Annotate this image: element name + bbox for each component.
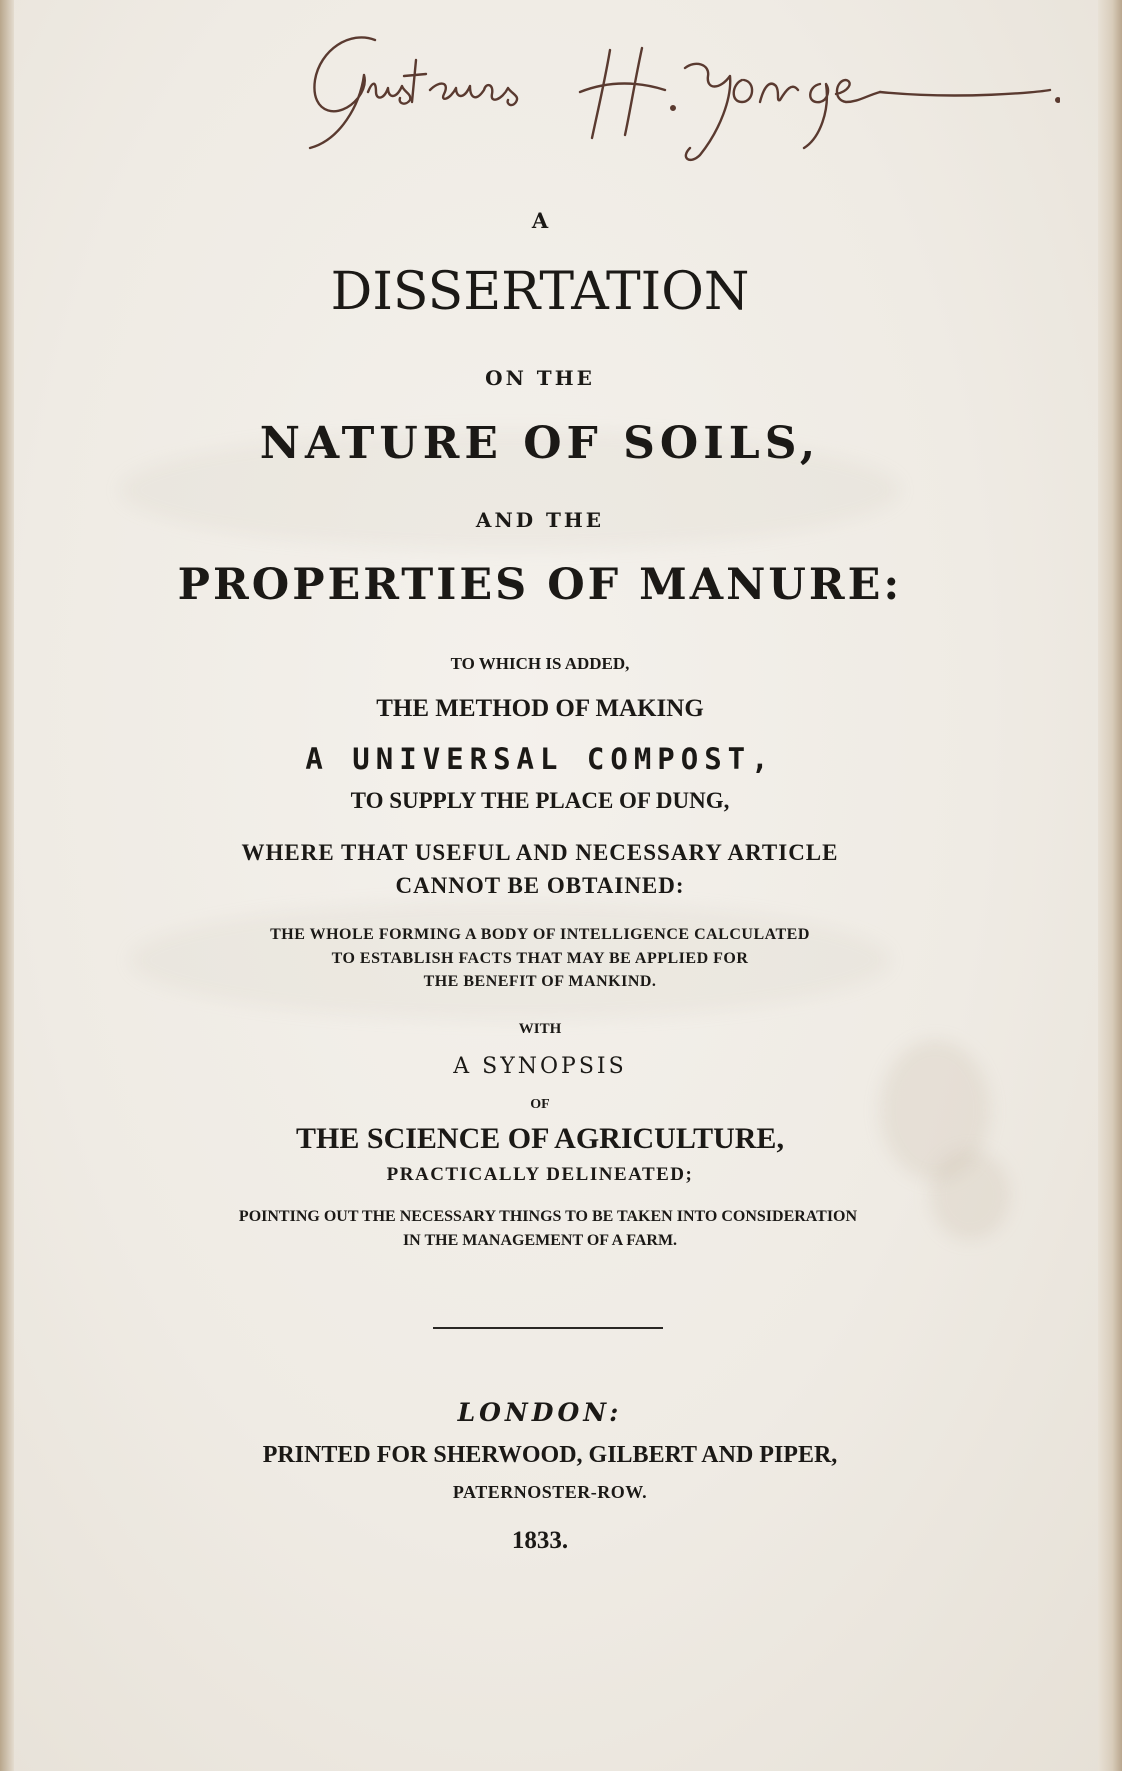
page-right-edge bbox=[1098, 0, 1122, 1771]
synopsis-line: A SYNOPSIS bbox=[453, 1054, 627, 1079]
whole-line-1: THE WHOLE FORMING A BODY OF INTELLIGENCE CALCULATED bbox=[270, 926, 810, 943]
handwritten-signature bbox=[280, 20, 1060, 170]
where-line-1: WHERE THAT USEFUL AND NECESSARY ARTICLE bbox=[241, 840, 839, 865]
imprint-address: PATERNOSTER-ROW. bbox=[452, 1482, 648, 1502]
imprint-year: 1833. bbox=[511, 1527, 569, 1554]
subject-properties-of-manure: PROPERTIES OF MANURE: bbox=[177, 560, 903, 610]
of-line: OF bbox=[530, 1097, 550, 1112]
supply-line: TO SUPPLY THE PLACE OF DUNG, bbox=[350, 788, 730, 813]
where-line-2: CANNOT BE OBTAINED: bbox=[395, 873, 685, 898]
imprint-city: LONDON: bbox=[457, 1398, 623, 1427]
divider-rule bbox=[433, 1327, 663, 1329]
subject-nature-of-soils: NATURE OF SOILS, bbox=[259, 418, 821, 469]
main-title: DISSERTATION bbox=[330, 262, 750, 322]
on-the-line: ON THE bbox=[485, 366, 595, 390]
pointing-line-2: IN THE MANAGEMENT OF A FARM. bbox=[402, 1232, 678, 1249]
whole-line-3: THE BENEFIT OF MANKIND. bbox=[423, 973, 657, 990]
imprint-printer: PRINTED FOR SHERWOOD, GILBERT AND PIPER, bbox=[262, 1442, 838, 1468]
method-line: THE METHOD OF MAKING bbox=[376, 695, 704, 722]
universal-compost: A UNIVERSAL COMPOST, bbox=[305, 742, 775, 776]
and-the-line: AND THE bbox=[475, 508, 605, 532]
whole-line-2: TO ESTABLISH FACTS THAT MAY BE APPLIED FOR bbox=[331, 950, 749, 967]
article-a: A bbox=[531, 208, 549, 233]
pointing-line-1: POINTING OUT THE NECESSARY THINGS TO BE TAKEN INTO CONSIDERATION bbox=[238, 1208, 858, 1225]
science-line: THE SCIENCE OF AGRICULTURE, bbox=[296, 1122, 784, 1155]
with-line: WITH bbox=[518, 1021, 562, 1037]
added-intro: TO WHICH IS ADDED, bbox=[450, 654, 630, 673]
delineated-line: PRACTICALLY DELINEATED; bbox=[386, 1164, 694, 1185]
